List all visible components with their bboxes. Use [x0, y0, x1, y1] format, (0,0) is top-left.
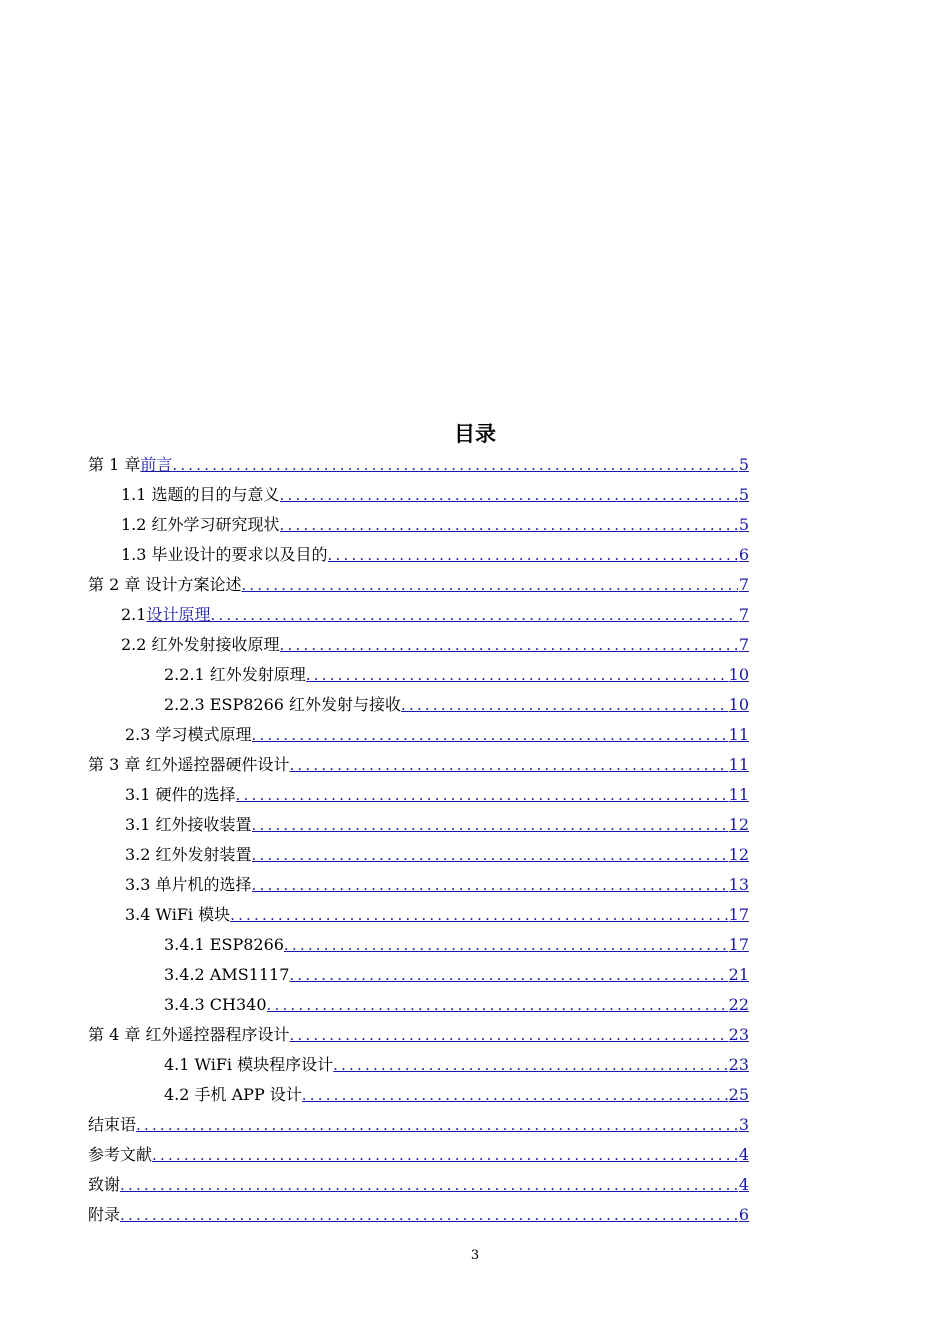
toc-entry-label: 第 2 章 设计方案论述 [88, 575, 242, 594]
dot-leader [280, 510, 738, 540]
toc-entry-page: 12 [728, 815, 749, 834]
toc-entry-1-1[interactable] [121, 480, 749, 510]
toc-entry-ch4[interactable] [88, 1020, 749, 1050]
toc-entry-2-2-1[interactable] [164, 660, 749, 690]
dot-leader [152, 1140, 738, 1170]
toc-title: 目录 [454, 422, 496, 446]
toc-entry-page: 4 [738, 1145, 749, 1164]
toc-entry-2-2-3[interactable] [164, 690, 749, 720]
dot-leader [210, 600, 737, 630]
dot-leader [280, 480, 738, 510]
dot-leader [289, 960, 727, 990]
toc-entry-page: 13 [728, 875, 749, 894]
toc-entry-page: 10 [728, 695, 749, 714]
toc-entry-page: 10 [728, 665, 749, 684]
toc-entry-page: 4 [738, 1175, 749, 1194]
toc-entry-page: 12 [728, 845, 749, 864]
toc-entry-label: 第 4 章 红外遥控器程序设计 [88, 1025, 290, 1044]
page-number: 3 [470, 1248, 480, 1263]
toc-entry-label: 2.2 红外发射接收原理 [121, 635, 280, 654]
toc-entry-label: 1.1 选题的目的与意义 [121, 485, 280, 504]
toc-entry-3-4[interactable] [125, 900, 749, 930]
toc-entry-label: 3.4.1 ESP8266 [164, 935, 284, 954]
toc-entry-3-2[interactable] [125, 840, 749, 870]
toc-entry-label: 2.1 [121, 605, 147, 624]
toc-entry-conclusion[interactable] [88, 1110, 749, 1140]
toc-entry-4-2[interactable] [164, 1080, 749, 1110]
toc-entry-label: 3.3 单片机的选择 [125, 875, 252, 894]
dot-leader [306, 660, 728, 690]
toc-entry-3-1-hardware[interactable] [125, 780, 749, 810]
toc-entry-page: 17 [728, 935, 749, 954]
toc-entry-label: 1.3 毕业设计的要求以及目的 [121, 545, 328, 564]
toc-entry-page: 25 [728, 1085, 749, 1104]
dot-leader [241, 570, 737, 600]
dot-leader [333, 1050, 728, 1080]
toc-entry-ch2[interactable] [88, 570, 749, 600]
dot-leader [120, 1200, 738, 1230]
toc-entry-label: 第 1 章 [88, 455, 141, 474]
toc-entry-2-1[interactable] [121, 600, 749, 630]
toc-entry-link[interactable]: 前言 [140, 455, 173, 474]
toc-entry-label: 3.4.2 AMS1117 [164, 965, 290, 984]
toc-entry-label: 3.2 红外发射装置 [125, 845, 252, 864]
toc-entry-1-3[interactable] [121, 540, 749, 570]
toc-entry-page: 6 [738, 1205, 749, 1224]
toc-entry-label: 2.2.3 ESP8266 红外发射与接收 [164, 695, 402, 714]
toc-entry-label: 附录 [88, 1205, 121, 1224]
toc-entry-page: 11 [728, 785, 749, 804]
toc-entry-ch1[interactable] [88, 450, 749, 480]
toc-entry-label: 4.2 手机 APP 设计 [164, 1085, 302, 1104]
toc-entry-label: 1.2 红外学习研究现状 [121, 515, 280, 534]
toc-entry-label: 3.1 硬件的选择 [125, 785, 236, 804]
toc-entry-ch3[interactable] [88, 750, 749, 780]
dot-leader [252, 720, 728, 750]
toc-entry-link[interactable]: 设计原理 [146, 605, 211, 624]
toc-entry-page: 7 [738, 605, 749, 624]
dot-leader [267, 990, 728, 1020]
dot-leader [289, 1020, 727, 1050]
toc-entry-2-2[interactable] [121, 630, 749, 660]
dot-leader [252, 810, 728, 840]
toc-entry-label: 4.1 WiFi 模块程序设计 [164, 1055, 334, 1074]
toc-entry-label: 3.4.3 CH340 [164, 995, 267, 1014]
toc-entry-3-1-receiver[interactable] [125, 810, 749, 840]
toc-entry-3-3[interactable] [125, 870, 749, 900]
toc-entry-page: 17 [728, 905, 749, 924]
toc-entry-page: 11 [728, 755, 749, 774]
toc-entry-label: 2.2.1 红外发射原理 [164, 665, 306, 684]
toc-entry-page: 23 [728, 1025, 749, 1044]
dot-leader [252, 870, 728, 900]
toc-entry-page: 7 [738, 635, 749, 654]
dot-leader [284, 930, 728, 960]
dot-leader [236, 780, 728, 810]
toc-entry-label: 3.1 红外接收装置 [125, 815, 252, 834]
dot-leader [230, 900, 728, 930]
toc-entry-2-3[interactable] [125, 720, 749, 750]
dot-leader [252, 840, 728, 870]
toc-entry-label: 致谢 [88, 1175, 121, 1194]
dot-leader [401, 690, 728, 720]
toc-entry-3-4-3[interactable] [164, 990, 749, 1020]
dot-leader [289, 750, 727, 780]
toc-entry-page: 23 [728, 1055, 749, 1074]
toc-entry-3-4-1[interactable] [164, 930, 749, 960]
toc-entry-label: 结束语 [88, 1115, 137, 1134]
toc-entry-references[interactable] [88, 1140, 749, 1170]
toc-entry-label: 3.4 WiFi 模块 [125, 905, 231, 924]
toc-entry-1-2[interactable] [121, 510, 749, 540]
toc-entry-page: 11 [728, 725, 749, 744]
dot-leader [172, 450, 737, 480]
dot-leader [328, 540, 738, 570]
toc-entry-page: 5 [738, 515, 749, 534]
dot-leader [136, 1110, 738, 1140]
toc-entry-page: 22 [728, 995, 749, 1014]
toc-entry-3-4-2[interactable] [164, 960, 749, 990]
toc-entry-page: 7 [738, 575, 749, 594]
toc-entry-label: 第 3 章 红外遥控器硬件设计 [88, 755, 290, 774]
toc-entry-page: 3 [738, 1115, 749, 1134]
toc-entry-label: 参考文献 [88, 1145, 153, 1164]
toc-entry-4-1[interactable] [164, 1050, 749, 1080]
toc-entry-page: 6 [738, 545, 749, 564]
toc-entry-page: 21 [728, 965, 749, 984]
dot-leader [280, 630, 738, 660]
toc-entry-acknowledgements[interactable] [88, 1170, 749, 1200]
toc-entry-page: 5 [738, 485, 749, 504]
toc-entry-page: 5 [738, 455, 749, 474]
dot-leader [120, 1170, 738, 1200]
toc-entry-label: 2.3 学习模式原理 [125, 725, 252, 744]
dot-leader [302, 1080, 728, 1110]
toc-entry-appendix[interactable] [88, 1200, 749, 1230]
